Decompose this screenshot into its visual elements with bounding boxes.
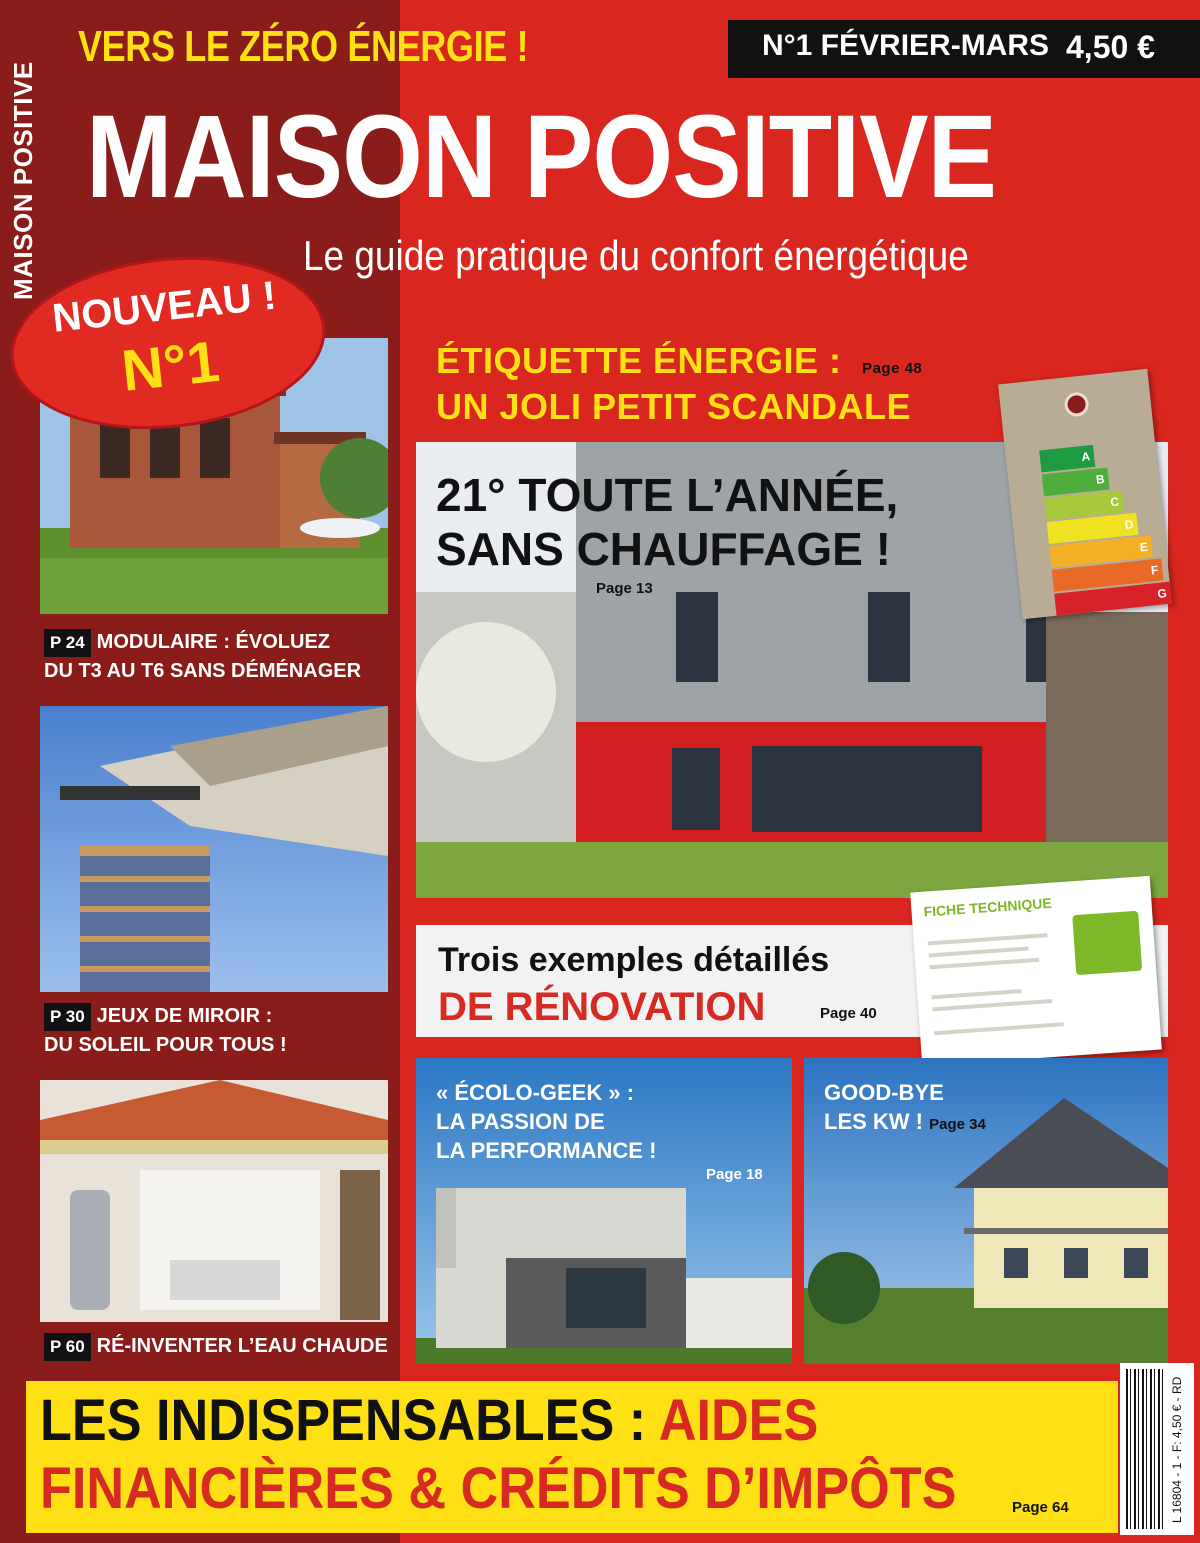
geek-story (436, 1078, 763, 1185)
fiche-title: FICHE TECHNIQUE (923, 894, 1053, 920)
tag-hole (1063, 391, 1089, 417)
fiche-line (929, 958, 1039, 970)
issue-label: N°1 FÉVRIER-MARS (762, 29, 1050, 62)
badge-line1: NOUVEAU ! (50, 273, 279, 341)
badge-line2: N°1 (118, 328, 223, 404)
fiche-line (929, 946, 1029, 957)
bottom-banner-page: Page 64 (1012, 1499, 1069, 1516)
fiche-line (931, 989, 1021, 999)
mirror-tower-illustration (40, 706, 388, 992)
barcode-lines (1126, 1369, 1166, 1529)
grade-a: A (1039, 445, 1095, 473)
side-story-1-line1: MODULAIRE : ÉVOLUEZ (96, 631, 331, 653)
grade-f: F (1052, 558, 1164, 591)
geek-story-line2: LA PASSION DE (436, 1109, 605, 1134)
kw-story-line2: LES KW ! (824, 1109, 923, 1134)
page-box: P 24 (44, 629, 91, 657)
fiche-technique-card (910, 876, 1162, 1066)
geek-story-line3: LA PERFORMANCE ! (436, 1138, 657, 1163)
main-story-line1: 21° TOUTE L’ANNÉE, (436, 469, 899, 521)
tagline: Le guide pratique du confort énergétique (303, 232, 969, 279)
grade-c: C (1044, 490, 1124, 520)
grade-g: G (1054, 582, 1172, 616)
bottom-banner-line1 (40, 1387, 818, 1454)
energy-label-tag (998, 369, 1172, 619)
mirror-tower-photo (40, 706, 388, 992)
kw-story (824, 1078, 986, 1139)
kicker-headline: VERS LE ZÉRO ÉNERGIE ! (78, 22, 529, 71)
side-story-3-line1: RÉ-INVENTER L’EAU CHAUDE (96, 1335, 388, 1357)
side-story-2 (44, 1002, 287, 1059)
bottom-banner (26, 1381, 1118, 1533)
grade-e: E (1049, 535, 1153, 568)
bottom-banner-line1-red: AIDES (658, 1388, 819, 1453)
kw-story-line1: GOOD-BYE (824, 1080, 944, 1105)
renovation-line1: Trois exemples détaillés (438, 941, 830, 979)
fiche-line (932, 999, 1052, 1011)
label-headline-line2: UN JOLI PETIT SCANDALE (436, 386, 912, 427)
masthead: MAISON POSITIVE (86, 91, 996, 223)
main-story (436, 468, 898, 597)
renovation-page: Page 40 (820, 1005, 877, 1022)
issue-price: 4,50 € (1066, 29, 1155, 65)
kw-story-page: Page 34 (929, 1116, 986, 1133)
page-box: P 60 (44, 1333, 91, 1361)
fiche-line (928, 933, 1048, 945)
fiche-line (934, 1022, 1064, 1035)
renovation-line2: DE RÉNOVATION (438, 985, 766, 1029)
main-story-page: Page 13 (596, 580, 653, 597)
label-headline-text1: ÉTIQUETTE ÉNERGIE : (436, 340, 842, 381)
issue-bar (728, 20, 1200, 78)
side-story-1 (44, 628, 361, 685)
side-story-2-line1: JEUX DE MIROIR : (96, 1005, 273, 1027)
hot-water-illustration (40, 1080, 388, 1322)
barcode (1120, 1363, 1194, 1535)
side-story-1-line2: DU T3 AU T6 SANS DÉMÉNAGER (44, 660, 362, 682)
barcode-text: L 16804 - 1 - F: 4,50 € - RD (1170, 1376, 1184, 1523)
geek-story-page: Page 18 (706, 1166, 763, 1183)
geek-story-line1: « ÉCOLO-GEEK » : (436, 1080, 635, 1105)
side-story-2-line2: DU SOLEIL POUR TOUS ! (44, 1034, 287, 1056)
bottom-banner-line1-black: LES INDISPENSABLES : (40, 1388, 659, 1453)
bottom-banner-line2: FINANCIÈRES & CRÉDITS D’IMPÔTS (40, 1456, 957, 1521)
label-headline-page: Page 48 (862, 360, 923, 377)
grade-b: B (1042, 468, 1110, 497)
grade-d: D (1047, 513, 1139, 544)
label-headline-line1 (436, 340, 922, 382)
spine-title-text: MAISON POSITIVE (8, 61, 38, 300)
fiche-label-graphic (1072, 911, 1142, 975)
side-story-3 (44, 1332, 388, 1361)
hot-water-photo (40, 1080, 388, 1322)
page-box: P 30 (44, 1003, 91, 1031)
spine-title (0, 20, 60, 320)
main-story-line2: SANS CHAUFFAGE ! (436, 523, 891, 575)
